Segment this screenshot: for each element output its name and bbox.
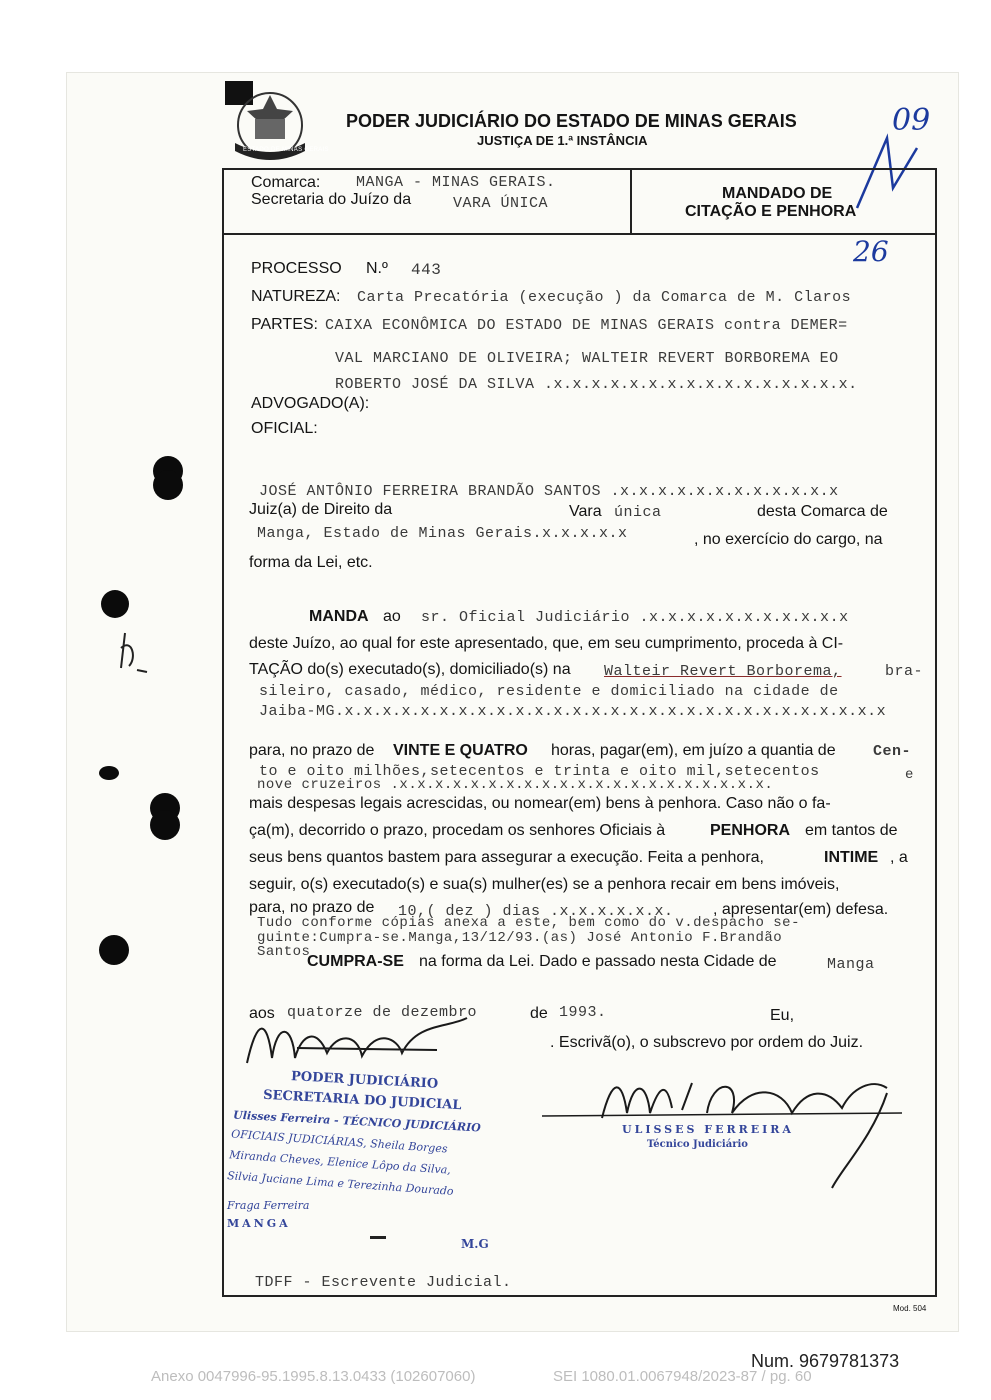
doc-type-line2: CITAÇÃO E PENHORA: [685, 203, 857, 220]
stamp-line-3: Ulisses Ferreira - TÉCNICO JUDICIÁRIO: [232, 1108, 482, 1135]
binder-hole-3: [101, 590, 129, 618]
despacho-line-3: Santos: [257, 944, 311, 960]
prazo-value-e: e: [905, 767, 914, 783]
comarca-value: MANGA - MINAS GERAIS.: [356, 174, 556, 191]
document-page: [67, 73, 958, 1331]
oficial-label: OFICIAL:: [251, 420, 318, 437]
court-title: PODER JUDICIÁRIO DO ESTADO DE MINAS GERAIS: [346, 111, 797, 131]
prazo-line-6-pre: para, no prazo de: [249, 899, 375, 916]
prazo-value-line-1: to e oito milhões,setecentos e trinta e oito mil,setecentos: [259, 763, 820, 780]
juiz-label: Juiz(a) de Direito da: [249, 501, 393, 518]
prazo-line-6-value: 10,( dez ) dias .x.x.x.x.x.x.: [398, 903, 674, 920]
binder-hole-2: [153, 470, 183, 500]
prazo-line-1-pre: para, no prazo de: [249, 742, 375, 759]
exercicio-text: , no exercício do cargo, na: [694, 531, 883, 548]
footer-sei: SEI 1080.01.0067948/2023-87 / pg. 60: [553, 1368, 812, 1385]
executado-name: Walteir Revert Borborema,: [604, 663, 842, 680]
prazo-line-3-pre: ça(m), decorrido o prazo, procedam os senhores Oficiais à: [249, 822, 666, 839]
stamp-line-5: Miranda Cheves, Elenice Lôpo da Silva,: [228, 1148, 452, 1177]
seal-ribbon-text: ESTADO DE MINAS GERAIS: [243, 147, 329, 153]
manda-line-4: sileiro, casado, médico, residente e domiciliado na cidade de: [259, 683, 839, 700]
date-aos: aos: [249, 1005, 275, 1022]
document-number: Num. 9679781373: [751, 1351, 900, 1371]
stamp-right-role: Técnico Judiciário: [647, 1139, 748, 1150]
natureza-label: NATUREZA:: [251, 288, 341, 305]
signature-left: [237, 1008, 487, 1078]
stamp-line-6: Silvia Juciane Lima e Terezinha Dourado: [226, 1169, 454, 1198]
stamp-dash: [370, 1236, 386, 1239]
stamp-line-9: M.G: [461, 1237, 489, 1251]
manda-line-3-start: TAÇÃO do(s) executado(s), domiciliado(s) na: [249, 661, 571, 678]
stamp-right-name: ULISSES FERREIRA: [622, 1123, 794, 1136]
margin-handwritten-mark: [107, 628, 157, 678]
cumpra-bold: CUMPRA-SE: [307, 953, 404, 970]
stamp-line-4: OFICIAIS JUDICIÁRIAS, Sheila Borges: [230, 1127, 448, 1156]
manda-oficial-value: sr. Oficial Judiciário .x.x.x.x.x.x.x.x.x.x.x: [421, 609, 849, 626]
coat-of-arms-seal: [225, 81, 329, 167]
handwritten-page-number: 26: [853, 235, 889, 268]
header-box-bottom-rule: [222, 233, 937, 235]
stamp-line-1: PODER JUDICIÁRIO: [290, 1069, 439, 1092]
prazo-line-5: seguir, o(s) executado(s) e sua(s) mulher(es) se a penhora recair em bens imóveis,: [249, 876, 840, 893]
stamp-line-2: SECRETARIA DO JUDICIAL: [262, 1087, 462, 1114]
court-subtitle: JUSTIÇA DE 1.ª INSTÂNCIA: [477, 133, 648, 148]
date-de: de: [530, 1005, 548, 1022]
processo-value: 443: [411, 261, 442, 279]
prazo-line-1-bold: VINTE E QUATRO: [393, 742, 528, 759]
date-eu: Eu,: [770, 1007, 795, 1024]
prazo-line-2: mais despesas legais acrescidas, ou nomear(em) bens à penhora. Caso não o fa-: [249, 795, 831, 812]
secretaria-stamp: [227, 1071, 527, 1261]
forma-da-lei-text: forma da Lei, etc.: [249, 554, 373, 571]
stamp-line-8: MANGA: [227, 1217, 291, 1230]
footer-anexo: Anexo 0047996-95.1995.8.13.0433 (102607060): [151, 1368, 476, 1385]
escrevente-line: TDFF - Escrevente Judicial.: [255, 1274, 512, 1291]
partes-line-3: ROBERTO JOSÉ DA SILVA .x.x.x.x.x.x.x.x.x.x.x.x.x.x.x.x.: [335, 376, 858, 393]
manda-line-2: deste Juízo, ao qual for este apresentado, que, em seu cumprimento, proceda à CI-: [249, 635, 844, 652]
manda-word: MANDA: [309, 608, 369, 625]
doc-type-line1: MANDADO DE: [722, 185, 833, 202]
partes-line-2: VAL MARCIANO DE OLIVEIRA; WALTEIR REVERT BORBOREMA EO: [335, 350, 839, 367]
escriva-text: . Escrivã(o), o subscrevo por ordem do Juiz.: [550, 1034, 864, 1051]
manda-line-3-end: bra-: [885, 663, 924, 680]
processo-no-label: N.º: [366, 260, 388, 277]
partes-label: PARTES:: [251, 316, 318, 333]
prazo-line-3-bold: PENHORA: [710, 822, 791, 839]
secretaria-label: Secretaria do Juízo da: [251, 191, 412, 208]
secretaria-value: VARA ÚNICA: [453, 195, 549, 212]
stamp-line-7: Fraga Ferreira: [227, 1199, 310, 1212]
vara-label: Vara: [569, 503, 602, 520]
cumpra-text: na forma da Lei. Dado e passado nesta Cidade de: [419, 953, 777, 970]
handwritten-folio-number: 09: [892, 103, 931, 138]
despacho-line-2: guinte:Cumpra-se.Manga,13/12/93.(as) José Antonio F.Brandão: [257, 930, 783, 946]
prazo-line-4-post: , a: [890, 849, 908, 866]
cumpra-city: Manga: [827, 956, 875, 973]
processo-label: PROCESSO: [251, 260, 342, 277]
vara-value: única: [614, 504, 662, 521]
judge-comarca-value: Manga, Estado de Minas Gerais.x.x.x.x.x: [257, 525, 628, 542]
partes-line-1: CAIXA ECONÔMICA DO ESTADO DE MINAS GERAIS contra DEMER=: [325, 317, 848, 334]
prazo-line-1-value: Cen-: [873, 743, 912, 760]
natureza-value: Carta Precatória (execução ) da Comarca de M. Claros: [357, 289, 852, 306]
form-model-number: Mod. 504: [893, 1304, 927, 1313]
date-day: quatorze de dezembro: [287, 1004, 478, 1021]
manda-ao: ao: [383, 608, 401, 625]
date-year: 1993.: [559, 1004, 607, 1021]
prazo-line-6-post: , apresentar(em) defesa.: [713, 901, 889, 918]
manda-line-5: Jaiba-MG.x.x.x.x.x.x.x.x.x.x.x.x.x.x.x.x.x.x.x.x.x.x.x.x.x.x.x.x.x: [259, 703, 887, 720]
binder-hole-7: [99, 935, 129, 965]
header-box-divider: [630, 168, 632, 235]
comarca-de-label: desta Comarca de: [757, 503, 888, 520]
prazo-line-3-post: em tantos de: [805, 822, 898, 839]
prazo-line-4-pre: seus bens quantos bastem para assegurar a execução. Feita a penhora,: [249, 849, 764, 866]
comarca-label: Comarca:: [251, 174, 321, 191]
despacho-line-1: Tudo conforme cópias anexa a este, bem como do v.despacho se-: [257, 915, 800, 931]
judge-name: JOSÉ ANTÔNIO FERREIRA BRANDÃO SANTOS .x.x.x.x.x.x.x.x.x.x.x.x: [259, 483, 839, 500]
prazo-line-4-bold: INTIME: [824, 849, 879, 866]
binder-hole-4: [99, 766, 119, 780]
advogado-label: ADVOGADO(A):: [251, 395, 370, 412]
prazo-value-line-2: nove cruzeiros .x.x.x.x.x.x.x.x.x.x.x.x.x.x.x.x.x.x.x.x.x.: [257, 777, 774, 793]
prazo-line-1-post: horas, pagar(em), em juízo a quantia de: [551, 742, 836, 759]
binder-hole-6: [150, 810, 180, 840]
